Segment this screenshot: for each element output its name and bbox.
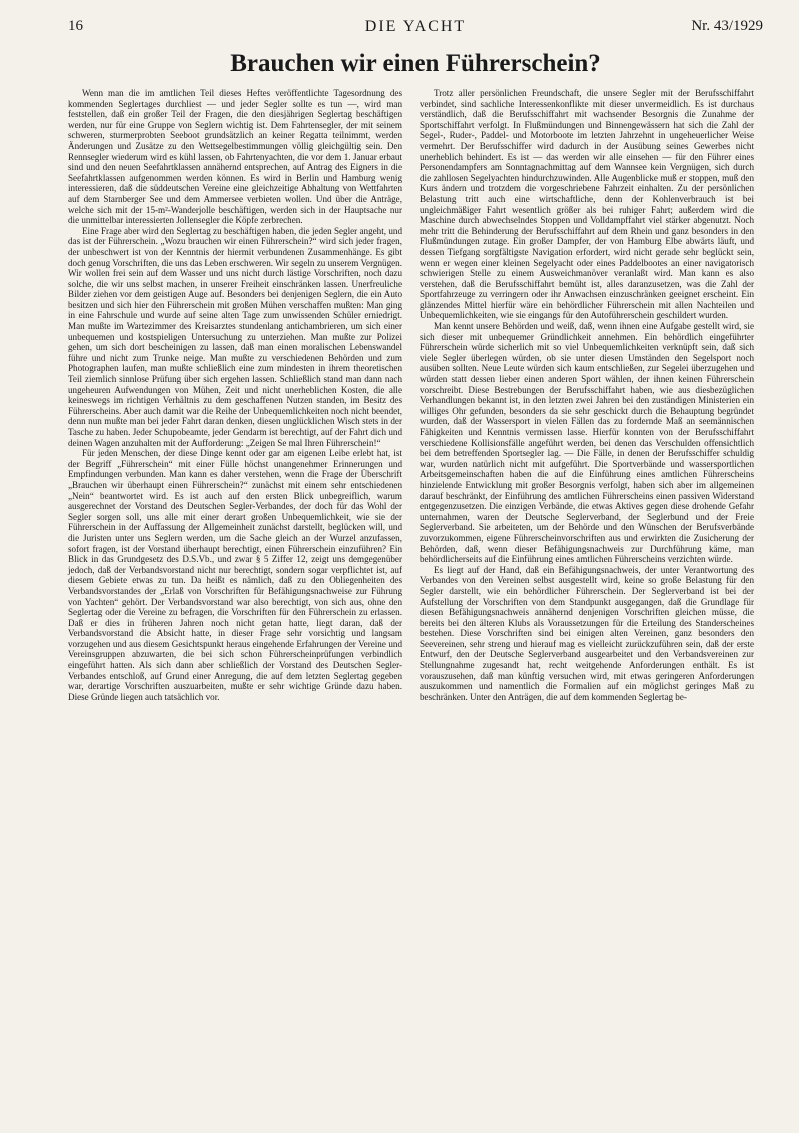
left-column xyxy=(68,88,402,702)
article-title: Brauchen wir einen Führerschein? xyxy=(230,50,601,77)
issue-number: Nr. 43/1929 xyxy=(691,18,763,34)
paragraph: Wenn man die im amtlichen Teil dieses Heftes veröffentlichte Tagesordnung des kommenden Seglertages durchliest — und jeder Segler sollte es tun —, wird man feststellen, daß ein großer Teil der Fragen, die den diesjährigen Seglertag beschäftigen werden, nur für eine Gruppe von Seglern wichtig ist. Dem Fahrtensegler, der mit seinem schweren, sturmerprobten Seeboot grundsätzlich an keiner Regatta teilnimmt, werden Änderungen und Zusätze zu den Wettsegelbestimmungen völlig gleichgültig sein. Den Rennsegler wiederum wird es kühl lassen, ob Fahrtenyachten, die vor dem 1. Januar erbaut sind und den neuen Seefahrtklassen annähernd entsprechen, auf Antrag des Eigners in die Seefahrtklassen aufgenommen werden können. Es wird in Berlin und Hamburg wenig interessieren, daß die süddeutschen Vereine eine gleichzeitige Abhaltung von Wettfahrten auf dem Starnberger See und dem Ammersee verbieten wollen. Und über die Anträge, welche sich mit der 15-m²-Wanderjolle beschäftigen, werden sich in der Hauptsache nur die unmittelbar interessierten Jollensegler die Köpfe zerbrechen. xyxy=(68,88,402,226)
page-number: 16 xyxy=(68,18,83,34)
paragraph: Eine Frage aber wird den Seglertag zu beschäftigen haben, die jeden Segler angeht, und das ist der Führerschein. „Wozu brauchen wir einen Führerschein?“ wird sich jeder fragen, der unbeschwert ist von der Kenntnis der hiermit verbundenen Zusammenhänge. Es gibt doch genug Vorschriften, die uns das Leben erschweren. Wir segeln zu unserem Vergnügen. Wir wollen frei sein auf dem Wasser und uns nicht durch lästige Vorschriften, noch dazu solche, die wir uns selbst machen, in unserer Freiheit einschränken lassen. Unerfreuliche Bilder ziehen vor dem geistigen Auge auf. Besonders bei denjenigen Seglern, die ein Auto besitzen und sich hier den Führerschein mit großen Mühen verschaffen mußten: Man ging in eine Fahrschule und wurde auf seine alten Tage zum unwissenden Schüler erniedrigt. Man mußte im Wartezimmer des Kreisarztes stundenlang antichambrieren, um sich einer unbequemen und kostspieligen Untersuchung zu unterziehen. Man mußte zur Polizei gehen, um sich dort bescheinigen zu lassen, daß man einen moralischen Lebenswandel führe und nicht zum Trunke neige. Man mußte zu verschiedenen Behörden und zum Photographen laufen, man mußte schließlich eine zum mindesten in ihrem theoretischen Teil ziemlich sinnlose Prüfung über sich ergehen lassen. Schließlich stand man dann nach ungeheuren Aufwendungen von Mühen, Zeit und nicht unerheblichen Kosten, die alle keineswegs im richtigen Verhältnis zu dem geschaffenen Nutzen standen, im Besitz des Führerscheins. Aber auch damit war die Reihe der Unbequemlichkeiten noch nicht beendet, denn nun mußte man bei jeder Fahrt daran denken, diesen unglücklichen Wisch stets in der Tasche zu haben. Jeder Schupobeamte, jeder Gendarm ist berechtigt, auf der Fahrt dich und deinen Wagen anzuhalten mit der Aufforderung: „Zeigen Se mal Ihren Führerschein!“ xyxy=(68,225,402,448)
magazine-title: DIE YACHT xyxy=(364,18,467,35)
paragraph: Es liegt auf der Hand, daß ein Befähigungsnachweis, der unter Verantwortung des Verbandes von den Vereinen selbst ausgestellt wird, keine so große Belastung für den Segler darstellt, wie ein behördlicher Führerschein. Der Seglerverband ist bei der Aufstellung der Vorschriften von dem Standpunkt ausgegangen, daß die Grundlage für diesen Befähigungsnachweis annähernd denjenigen Vorschriften gleichen müsse, die bereits bei den älteren Klubs als Voraussetzungen für die Erteilung des Standerscheines bestehen. Diese Vorschriften sind bei einigen alten Vereinen, ganz besonders den Seevereinen, sehr streng und hierauf mag es vielleicht zurückzuführen sein, daß der erste Entwurf, den der Deutsche Seglerverband ausgearbeitet und den Verbandsvereinen zur Stellungnahme zugesandt hat, recht weitgehende Anforderungen enthält. Es ist vorauszusehen, daß man künftig versuchen wird, mit etwas geringeren Anforderungen auszukommen und namentlich die Formalien auf ein möglichst geringes Maß zu beschränken. Unter den Anträgen, die auf dem kommenden Seglertag be- xyxy=(420,564,754,702)
page-header xyxy=(68,18,763,40)
paragraph: Für jeden Menschen, der diese Dinge kennt oder gar am eigenen Leibe erlebt hat, ist der Begriff „Führerschein“ mit einer Fülle höchst unangenehmer Erinnerungen und Empfindungen verbunden. Man kann es daher verstehen, wenn die Frage der Überschrift „Brauchen wir überhaupt einen Führerschein?“ zunächst mit einem sehr entschiedenen „Nein“ beantwortet wird. Es ist auch auf den ersten Blick unbegreiflich, warum ausgerechnet der Vorstand des Deutschen Segler-Verbandes, der doch für das Wohl der Segler sorgen soll, uns alle mit einer derart großen Unbequemlichkeit, wie sie der Führerschein in der Auffassung der Allgemeinheit zunächst darstellt, beglücken will, und die Juristen unter uns Seglern werden, um die Sache gleich an der Wurzel anzufassen, sofort fragen, ist der Vorstand überhaupt berechtigt, einen Führerschein einzuführen? Ein Blick in das Grundgesetz des D.S.Vb., und zwar § 5 Ziffer 12, zeigt uns demgegenüber jedoch, daß der Verbandsvorstand nicht nur berechtigt, sondern sogar verpflichtet ist, auf diesem Gebiete etwas zu tun. Da heißt es nämlich, daß zu den Obliegenheiten des Verbandsvorstandes der „Erlaß von Vorschriften für Befähigungsnachweise zur Führung von Yachten“ gehört. Der Verbandsvorstand war also berechtigt, von sich aus, ohne den Seglertag oder die Vereine zu befragen, die Vorschriften für den Führerschein zu erlassen. Daß er dies in früheren Jahren noch nicht getan hatte, liegt daran, daß der Verbandsvorstand die Absicht hatte, in dieser Frage sehr vorsichtig und langsam vorzugehen und aus diesem Gesichtspunkt heraus eingehende Erfahrungen der Vereine und Vereinsgruppen abzuwarten, die bei sich schon Führerscheinprüfungen verbindlich eingeführt hatten. Als sich dann aber schließlich der Vorstand des Deutschen Segler-Verbandes entschloß, auf Grund einer Anregung, die auf dem letzten Seglertag gegeben war, derartige Vorschriften auszuarbeiten, mußte er sehr wichtige Gründe dazu haben. Diese Gründe liegen auch tatsächlich vor. xyxy=(68,448,402,702)
right-column xyxy=(420,88,754,702)
paragraph: Man kennt unsere Behörden und weiß, daß, wenn ihnen eine Aufgabe gestellt wird, sie sich dieser mit unbequemer Gründlichkeit annehmen. Ein behördlich eingeführter Führerschein würde sicherlich mit so viel Unbequemlichkeiten verknüpft sein, daß sich viele Segler überlegen würden, ob sie unter diesen Umständen den Segelsport noch ausüben sollten. Neue Leute würden sich kaum entschließen, zur Segelei überzugehen und würden statt dessen lieber einen anderen Sport wählen, der ihnen keinen Führerschein vorschreibt. Diese Bestrebungen der Berufsschiffahrt haben, wie aus diesbezüglichen Verhandlungen bekannt ist, in den letzten zwei Jahren bei den zuständigen Ministerien ein williges Ohr gefunden, besonders da sie sehr geschickt durch die Behauptung begründet wurden, daß der Wassersport in vielen Fällen das zu fordernde Maß an seemännischen Fähigkeiten und Kenntnis vermissen lasse. Hierfür konnten von der Berufsschiffahrt verschiedene Kollisionsfälle angeführt werden, bei denen das Verschulden offensichtlich bei dem betreffenden Sportsegler lag. — Die Fälle, in denen der Berufsschiffer schuldig war, wurden natürlich nicht mit aufgeführt. Die Sportverbände und wassersportlichen Arbeitsgemeinschaften haben die auf die Einführung eines amtlichen Führerscheins hinzielende Entwicklung mit großer Besorgnis verfolgt, haben sich aber im allgemeinen darauf beschränkt, der Einführung des amtlichen Führerscheins einen passiven Widerstand entgegenzusetzen. Die einzigen Verbände, die etwas Aktives gegen diese drohende Gefahr unternahmen, waren der Deutsche Seglerverband, der Seglerbund und der Freie Seglerverband. Sie arbeiteten, um der Behörde und den Wünschen der Berufsverbände zuvorzukommen, eigene Führerscheinvorschriften aus und erwirkten die Zusicherung der Behörden, daß, wenn dieser Befähigungsnachweis zur Durchführung käme, man behördlicherseits auf die Einführung eines amtlichen Führerscheins verzichten würde. xyxy=(420,321,754,565)
paragraph: Trotz aller persönlichen Freundschaft, die unsere Segler mit der Berufsschiffahrt verbindet, sind sachliche Interessenkonflikte mit dieser unvermeidlich. Es ist durchaus verständlich, daß die Berufsschiffahrt mit wachsender Besorgnis die Zunahme der Sportschiffahrt verfolgt. In Flußmündungen und Binnengewässern hat sich die Zahl der Segel-, Ruder-, Paddel- und Motorboote im letzten Jahrzehnt in ungeheuerlicher Weise vermehrt. Der Berufsschiffer wird dadurch in der Ausübung seines Gewerbes nicht unerheblich behindert. Es ist — das werden wir alle einsehen — für den Führer eines Personendampfers am Sonntagnachmittag auf dem Wannsee kein Vergnügen, sich durch die zahllosen Segelyachten hindurchzuwinden. Alle Augenblicke muß er stoppen, muß den Kurs ändern und trotzdem die vorgeschriebene Fahrzeit einhalten. Zu der persönlichen Belastung tritt auch eine wirtschaftliche, denn der Kohlenverbrauch ist bei ungleichmäßiger Fahrt wesentlich größer als bei ruhiger Fahrt; außerdem wird die Maschine durch abwechselndes Stoppen und Volldampffahrt viel stärker abgenutzt. Noch mehr tritt die Behinderung der Berufsschiffahrt auf dem Rhein und ganz besonders in den Flußmündungen zutage. Ein großer Dampfer, der von Hamburg Elbe abwärts läuft, und dessen Tiefgang sorgfältigste Navigation erfordert, wird nicht gerade sehr beglückt sein, wenn er wegen einer kleinen Segelyacht oder eines Paddelbootes an einer navigatorisch schwierigen Stelle zu einem Ausweichmanöver veranlaßt wird. Man kann es also verstehen, daß die Berufsschiffahrt bemüht ist, alles daranzusetzen, was die Zahl der Sportfahrzeuge zu verringern oder ihr Anwachsen einzuschränken geeignet erscheint. Ein glänzendes Mittel hierfür wäre ein behördlicher Führerschein mit allen Nachteilen und Unbequemlichkeiten, wie sie eingangs für den Autoführerschein geschildert wurden. xyxy=(420,88,754,321)
